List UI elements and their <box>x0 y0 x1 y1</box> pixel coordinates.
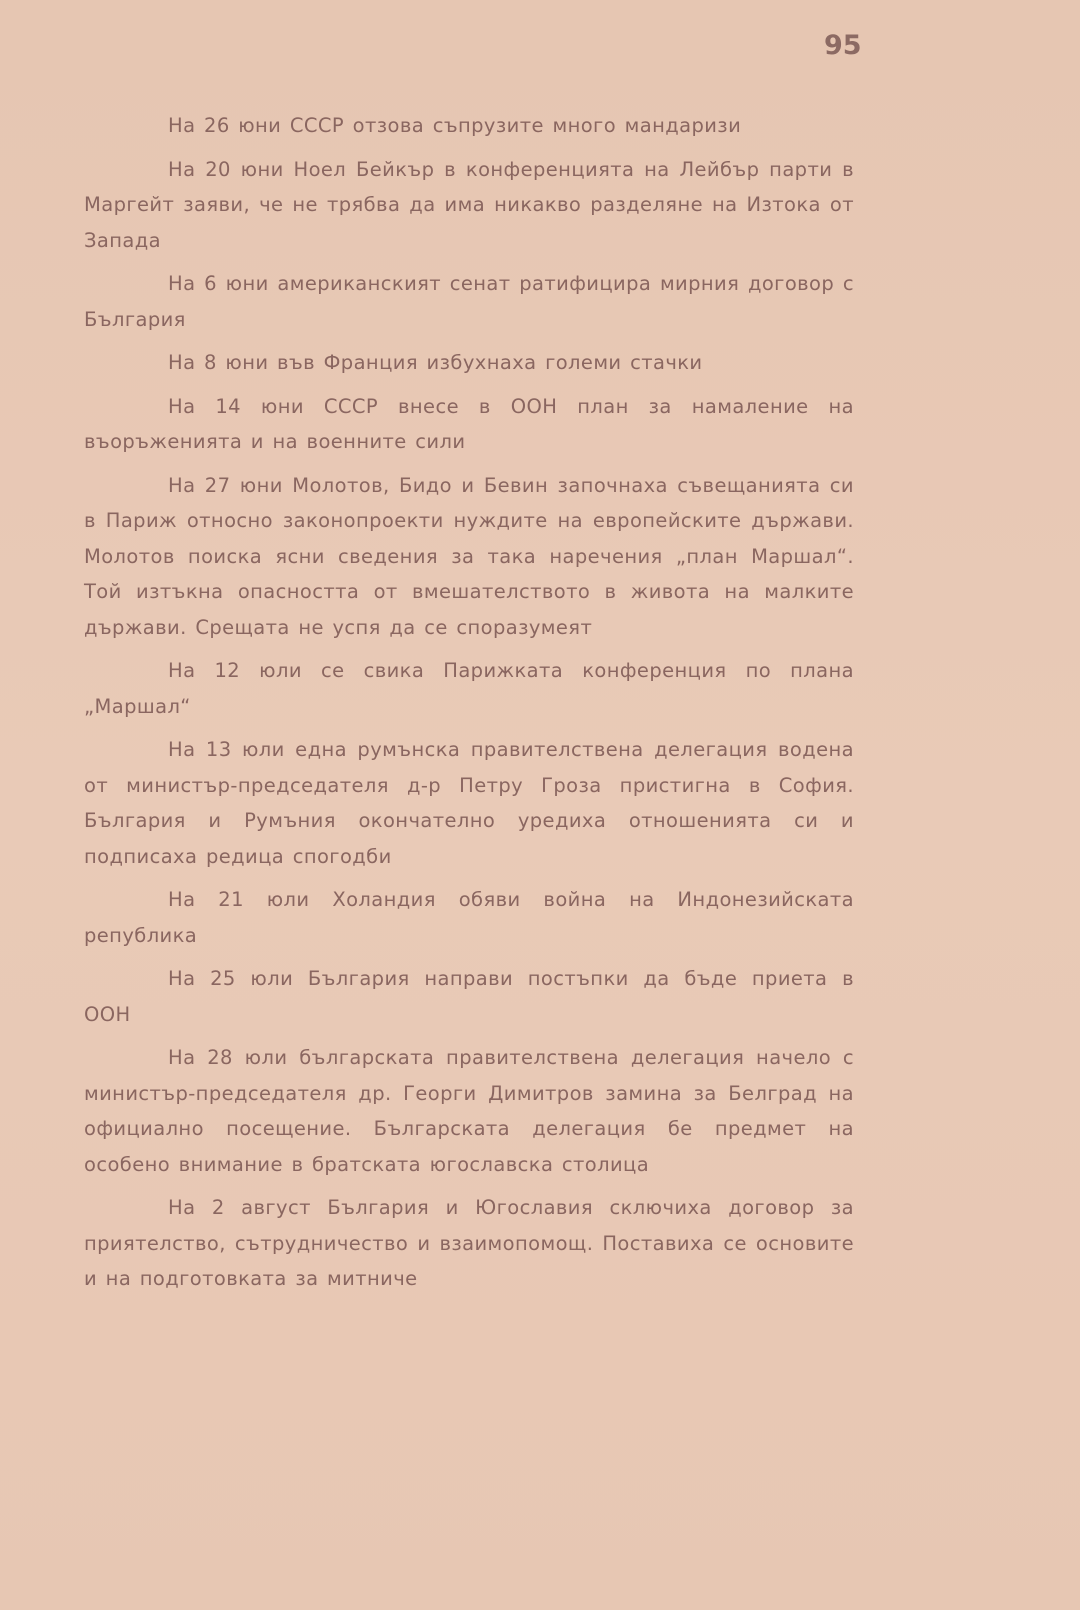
paragraph-8: На 13 юли една румънска правителствена делегация водена от министър-председателя д-р Петру Гроза пристигна в София. България и Румъния окончателно уредиха отношенията си и подписаха редица спогодби <box>84 738 854 868</box>
paragraph-7: На 12 юли се свика Парижката конференция по плана „Маршал“ <box>84 659 854 718</box>
paragraph-2: На 20 юни Ноел Бейкър в конференцията на Лейбър парти в Маргейт заяви, че не трябва да има никакво разделяне на Изтока от Запада <box>84 157 854 252</box>
paragraph-5: На 14 юни СССР внесе в ООН план за намаление на въоръженията и на военните сили <box>84 394 854 453</box>
paragraph-3: На 6 юни американският сенат ратифицира мирния договор с България <box>84 272 854 331</box>
paragraph-6: На 27 юни Молотов, Бидо и Бевин започнаха съвещанията си в Париж относно законопроекти нуждите на европейските държави. Молотов поиска ясни сведения за така наречения „план Маршал“. Той изтъкна опасността от вмешателството в живота на малките държави. Срещата не успя да се споразумеят <box>84 473 854 639</box>
paragraph-9: На 21 юли Холандия обяви война на Индонезийската република <box>84 888 854 947</box>
paragraph-11: На 28 юли българската правителствена делегация начело с министър-председателя др. Георги Димитров замина за Белград на официално посещение. Българската делегация бе предмет на особено внимание в братската югославска столица <box>84 1046 854 1176</box>
paragraph-10: На 25 юли България направи постъпки да бъде приета в ООН <box>84 967 854 1026</box>
paragraph-1: На 26 юни СССР отзова съпрузите много мандаризи <box>168 114 742 137</box>
page-number: 95 <box>824 30 862 61</box>
body-text <box>84 108 854 1305</box>
paragraph-12: На 2 август България и Югославия сключиха договор за приятелство, сътрудничество и взаимопомощ. Поставиха се основите и на подготовката за митниче <box>84 1196 854 1290</box>
paragraph-4: На 8 юни във Франция избухнаха големи стачки <box>168 351 703 374</box>
